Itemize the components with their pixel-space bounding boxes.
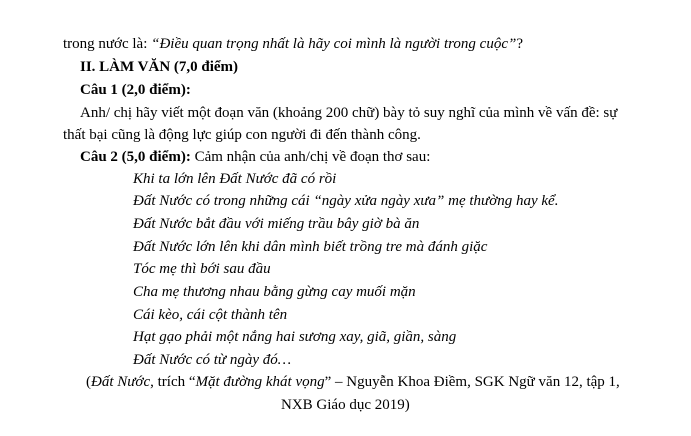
citation-line2: NXB Giáo dục 2019) <box>281 397 410 413</box>
question2-label: Câu 2 (5,0 điểm): <box>80 149 191 165</box>
question2-line <box>80 147 430 167</box>
citation-open: ( <box>86 374 91 390</box>
section-heading: II. LÀM VĂN (7,0 điểm) <box>80 59 239 75</box>
intro-suffix: ? <box>516 36 523 52</box>
poem-line: Đất Nước lớn lên khi dân mình biết trồng tre mà đánh giặc <box>133 239 488 255</box>
intro-line <box>63 34 523 54</box>
citation-mid2: ” – Nguyễn Khoa Điềm, SGK Ngữ văn 12, tập 1, <box>324 374 620 390</box>
question1-label: Câu 1 (2,0 điểm): <box>80 82 191 98</box>
citation-mid1: , trích “ <box>150 374 196 390</box>
poem-line: Đất Nước bắt đầu với miếng trầu bây giờ bà ăn <box>133 216 420 232</box>
poem-line: Hạt gạo phải một nắng hai sương xay, giã, giần, sàng <box>133 329 457 345</box>
intro-prefix: trong nước là: <box>63 36 152 52</box>
citation-chapter: Mặt đường khát vọng <box>195 374 325 390</box>
question1-text-line1: Anh/ chị hãy viết một đoạn văn (khoảng 200 chữ) bày tỏ suy nghĩ của mình về vấn đề: sự <box>80 105 618 121</box>
citation-line1 <box>86 372 620 392</box>
poem-line: Cái kèo, cái cột thành tên <box>133 307 288 323</box>
question2-prompt: Cảm nhận của anh/chị về đoạn thơ sau: <box>190 149 431 165</box>
intro-quote: “Điều quan trọng nhất là hãy coi mình là người trong cuộc” <box>151 36 517 52</box>
poem-line: Đất Nước có trong những cái “ngày xửa ngày xưa” mẹ thường hay kể. <box>133 193 559 209</box>
citation-work: Đất Nước <box>91 374 151 390</box>
poem-line: Đất Nước có từ ngày đó… <box>133 352 292 368</box>
poem-line: Cha mẹ thương nhau bằng gừng cay muối mặn <box>133 284 416 300</box>
poem-line: Tóc mẹ thì bới sau đầu <box>133 261 271 277</box>
question1-text-line2: thất bại cũng là động lực giúp con người đi đến thành công. <box>63 127 421 143</box>
poem-line: Khi ta lớn lên Đất Nước đã có rồi <box>133 171 337 187</box>
